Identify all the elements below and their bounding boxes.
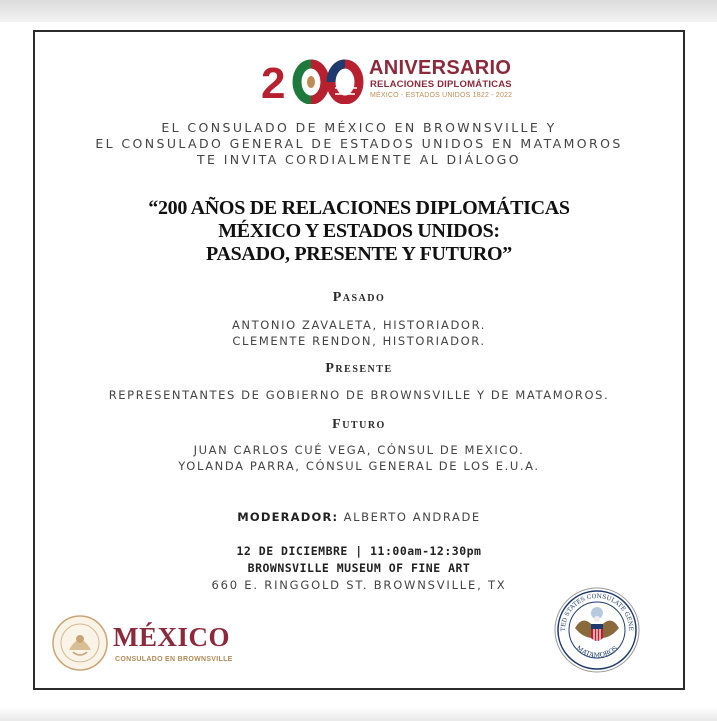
title-line: PASADO, PRESENTE Y FUTURO” (206, 243, 512, 265)
section-heading-pasado: Pasado (332, 290, 386, 305)
seal-text: TED STATES CONSULATE GENE (559, 592, 635, 632)
futuro-speakers (35, 442, 683, 474)
pasado-speakers (35, 317, 683, 349)
logo-tagline: MÉXICO - ESTADOS UNIDOS 1822 - 2022 (370, 92, 513, 99)
invite-line: EL CONSULADO DE MÉXICO EN BROWNSVILLE Y (161, 120, 557, 135)
section-heading-presente: Presente (325, 361, 393, 376)
invitation-text (35, 120, 683, 168)
mexico-name: MÉXICO (113, 622, 230, 652)
speaker-line: YOLANDA PARRA, CÓNSUL GENERAL DE LOS E.U.A. (178, 459, 540, 473)
anniversary-logo (261, 58, 521, 104)
title-line: MÉXICO Y ESTADOS UNIDOS: (218, 220, 500, 242)
invite-line: TE INVITA CORDIALMENTE AL DIÁLOGO (196, 152, 522, 167)
invite-line: EL CONSULADO GENERAL DE ESTADOS UNIDOS EN MATAMOROS (95, 136, 623, 151)
section-heading-futuro: Futuro (332, 417, 386, 432)
us-eagle-seal-icon (553, 586, 641, 674)
mexico-consulate-sub: CONSULADO EN BROWNSVILLE (115, 656, 233, 663)
mexico-consulate-logo (51, 614, 291, 674)
event-venue: BROWNSVILLE MUSEUM OF FINE ART (247, 561, 471, 575)
event-title (35, 197, 683, 266)
title-line: “200 AÑOS DE RELACIONES DIPLOMÁTICAS (148, 197, 570, 219)
speaker-line: CLEMENTE RENDON, HISTORIADOR. (232, 334, 486, 348)
logo-subtitle: RELACIONES DIPLOMÁTICAS (370, 79, 512, 90)
event-address: 660 E. RINGGOLD ST. BROWNSVILLE, TX (211, 578, 507, 592)
anniversary-200-icon (261, 58, 365, 104)
bottom-shadow-bar (0, 707, 717, 721)
moderator-label: MODERADOR: (237, 510, 339, 524)
svg-text:2: 2 (261, 59, 286, 104)
event-datetime: 12 DE DICIEMBRE | 11:00am-12:30pm (236, 544, 482, 558)
moderator-line (35, 510, 683, 524)
logo-title: ANIVERSARIO (369, 57, 512, 79)
moderator-name: ALBERTO ANDRADE (343, 510, 481, 524)
mexico-seal-icon (51, 614, 109, 672)
speaker-line: REPRESENTANTES DE GOBIERNO DE BROWNSVILLE Y DE MATAMOROS. (108, 388, 610, 402)
seal-text: MATAMOROS (574, 644, 620, 660)
presente-speakers (35, 387, 683, 403)
top-shadow-bar (0, 0, 717, 22)
us-consulate-seal (553, 586, 641, 674)
speaker-line: ANTONIO ZAVALETA, HISTORIADOR. (231, 318, 487, 332)
speaker-line: JUAN CARLOS CUÉ VEGA, CÓNSUL DE MEXICO. (193, 443, 525, 457)
invitation-card (33, 30, 685, 690)
